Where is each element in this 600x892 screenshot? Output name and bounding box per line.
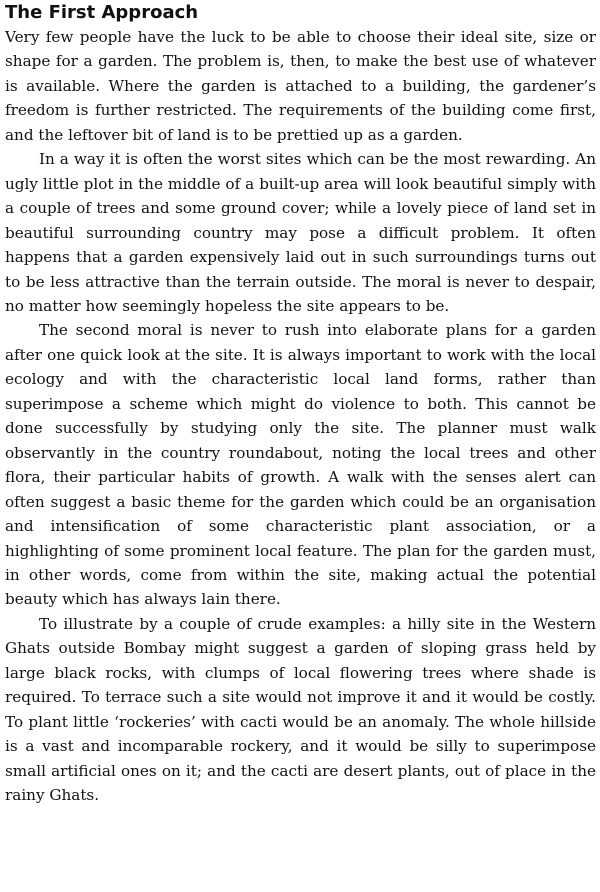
section-heading: The First Approach: [5, 2, 199, 23]
paragraph-3: The second moral is never to rush into elaborate plans for a garden after one quick look at the site. It is always important to work with the local ecology and with the characteristic local land forms, rather than superimpose a scheme which might do violence to both. This cannot be done successfully by studying only the site. The planner must walk observantly in the country roundabout, noting the local trees and other flora, their particular habits of growth. A walk with the senses alert can often suggest a basic theme for the garden which could be an organisation and intensification of some characteristic plant association, or a highlighting of some prominent local feature. The plan for the garden must, in other words, come from within the site, making actual the potential beauty which has always lain there.: [5, 321, 596, 609]
paragraph-4: To illustrate by a couple of crude examples: a hilly site in the Western Ghats outside Bombay might suggest a garden of sloping grass held by large black rocks, with clumps of local flowering trees where shade is required. To terrace such a site would not improve it and it would be costly. To plant little ‘rockeries’ with cacti would be an anomaly. The whole hillside is a vast and incomparable rockery, and it would be silly to superimpose small artificial ones on it; and the cacti are desert plants, out of place in the rainy Ghats.: [5, 614, 596, 805]
paragraph-1: Very few people have the luck to be able to choose their ideal site, size or shape for a garden. The problem is, then, to make the best use of whatever is available. Where the garden is attached to a building, the gardener’s freedom is further restricted. The requirements of the building come first, and the leftover bit of land is to be prettied up as a garden.: [5, 28, 596, 144]
paragraph-2: In a way it is often the worst sites which can be the most rewarding. An ugly little plot in the middle of a built-up area will look beautiful simply with a couple of trees and some ground cover; while a lovely piece of land set in beautiful surrounding country may pose a difficult problem. It often happens that a garden expensively laid out in such surroundings turns out to be less attractive than the terrain outside. The moral is never to despair, no matter how seemingly hopeless the site appears to be.: [5, 150, 596, 315]
document-page: [5, 0, 596, 808]
